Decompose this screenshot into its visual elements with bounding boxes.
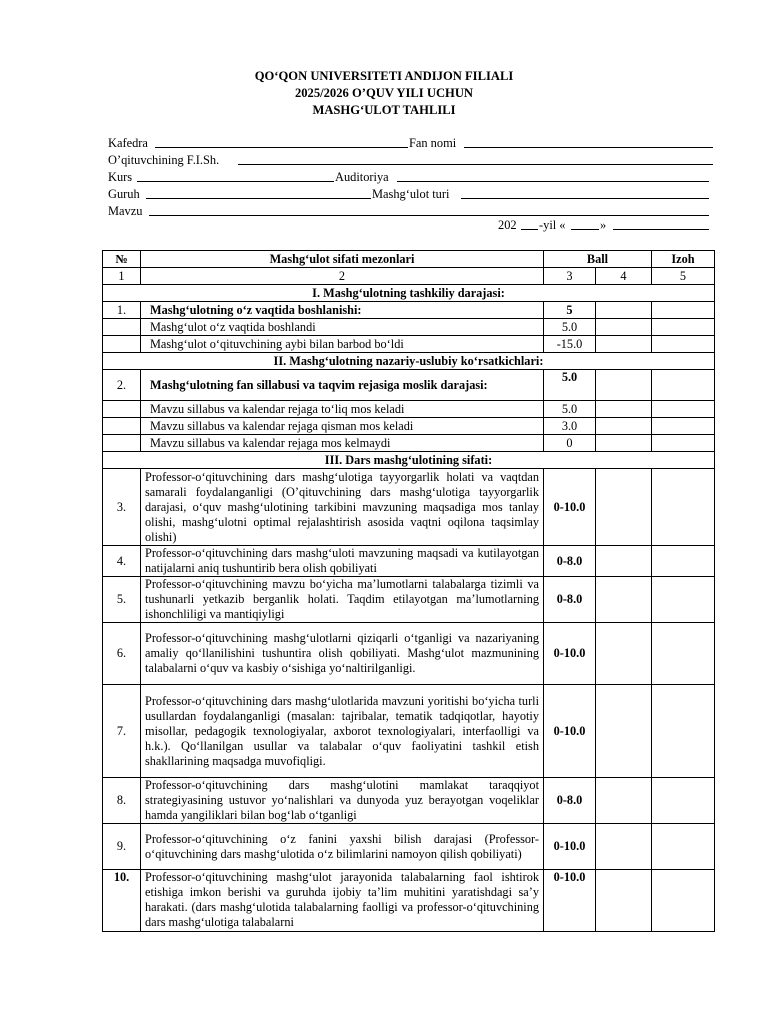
mashgulot-turi-field[interactable]	[461, 198, 709, 199]
criterion-option: Mavzu sillabus va kalendar rejaga qisman mos keladi	[141, 418, 544, 435]
section-title-1: I. Mashg‘ulotning tashkiliy darajasi:	[103, 285, 715, 302]
column-number-row	[103, 268, 715, 285]
col-header-criteria: Mashg‘ulot sifati mezonlari	[141, 251, 544, 268]
ball-score-cell[interactable]	[596, 824, 652, 870]
header-university: QO‘QON UNIVERSITETI ANDIJON FILIALI	[254, 69, 514, 83]
row-number-empty	[103, 336, 141, 353]
ball-score-cell[interactable]	[596, 302, 652, 319]
column-number: 2	[141, 268, 544, 285]
table-row	[103, 778, 715, 824]
ball-value: -15.0	[544, 336, 596, 353]
section-row	[103, 285, 715, 302]
ball-score-cell[interactable]	[596, 435, 652, 452]
row-number: 8.	[103, 778, 141, 824]
ball-score-cell[interactable]	[596, 685, 652, 778]
mavzu-field[interactable]	[149, 215, 709, 216]
ball-value: 5.0	[544, 370, 596, 401]
table-row	[103, 870, 715, 932]
auditoriya-field[interactable]	[397, 181, 709, 182]
col-header-izoh: Izoh	[652, 251, 715, 268]
ball-value: 5.0	[544, 401, 596, 418]
ball-score-cell[interactable]	[596, 418, 652, 435]
row-number-empty	[103, 435, 141, 452]
auditoriya-label: Auditoriya	[335, 170, 389, 184]
form-line-guruh	[108, 186, 713, 202]
form-line-kurs	[108, 169, 713, 185]
criterion-option: Mavzu sillabus va kalendar rejaga to‘liq mos keladi	[141, 401, 544, 418]
izoh-cell[interactable]	[652, 870, 715, 932]
criterion-text: Professor-o‘qituvchining dars mashg‘ulotlarida mavzuni yoritishi bo‘yicha turli usullardan foydalanganligi (masalan: tajribalar, tematik tadqiqotlar, hayotiy misollar, pedagogik texnologiyalar, axborot texnologiyalari, interfaolligi va h.k.). Qo‘llanilgan usullar va talabalar o‘quv faoliyatini tashkil etish shakllarining maqsadga muvofiqligi.	[141, 685, 544, 778]
row-number: 7.	[103, 685, 141, 778]
row-number: 10.	[103, 870, 141, 932]
criterion-option: Mashg‘ulot o‘qituvchining aybi bilan barbod bo‘ldi	[141, 336, 544, 353]
row-number: 2.	[103, 370, 141, 401]
guruh-field[interactable]	[146, 198, 371, 199]
izoh-cell[interactable]	[652, 418, 715, 435]
ball-value: 5	[544, 302, 596, 319]
ball-value: 0-10.0	[544, 685, 596, 778]
kurs-label: Kurs	[108, 170, 133, 184]
teacher-name-field[interactable]	[238, 164, 713, 165]
ball-value: 0-10.0	[544, 870, 596, 932]
ball-value: 0-8.0	[544, 577, 596, 623]
table-row	[103, 685, 715, 778]
ball-score-cell[interactable]	[596, 546, 652, 577]
row-number: 3.	[103, 469, 141, 546]
criterion-text: Professor-o‘qituvchining o‘z fanini yaxshi bilish darajasi (Professor-o‘qituvchining dars mashg‘ulotida o‘z bilimlarini namoyon qilish qobiliyati)	[141, 824, 544, 870]
row-number: 4.	[103, 546, 141, 577]
izoh-cell[interactable]	[652, 336, 715, 353]
column-number: 4	[596, 268, 652, 285]
izoh-cell[interactable]	[652, 469, 715, 546]
table-row	[103, 546, 715, 577]
date-year-prefix: 202	[498, 218, 517, 232]
izoh-cell[interactable]	[652, 370, 715, 401]
table-row	[103, 469, 715, 546]
ball-value: 0	[544, 435, 596, 452]
row-number: 5.	[103, 577, 141, 623]
table-row	[103, 401, 715, 418]
form-line-kafedra	[108, 135, 713, 151]
row-number-empty	[103, 418, 141, 435]
teacher-name-label: O’qituvchining F.I.Sh.	[108, 153, 220, 167]
izoh-cell[interactable]	[652, 778, 715, 824]
ball-value: 0-8.0	[544, 778, 596, 824]
izoh-cell[interactable]	[652, 824, 715, 870]
ball-value: 0-8.0	[544, 546, 596, 577]
ball-value: 0-10.0	[544, 469, 596, 546]
table-row	[103, 370, 715, 401]
section-row	[103, 452, 715, 469]
izoh-cell[interactable]	[652, 401, 715, 418]
table-row	[103, 577, 715, 623]
ball-value: 0-10.0	[544, 623, 596, 685]
column-number: 1	[103, 268, 141, 285]
ball-score-cell[interactable]	[596, 401, 652, 418]
criterion-text: Professor-o‘qituvchining dars mashg‘ulotiga tayyorgarlik holati va vaqtdan samarali foydalanganligi (O’qituvchining dars mashg‘ulotiga tayyorgarlik darajasi, o‘quv mashg‘ulotining tarkibini mavzuning maqsadiga mos tanlay olishi, mashg‘ulotni optimal rejalashtirish asosida vaqtni oqilona taqsimlay olishi)	[141, 469, 544, 546]
kafedra-field[interactable]	[155, 147, 408, 148]
column-number: 5	[652, 268, 715, 285]
ball-score-cell[interactable]	[596, 623, 652, 685]
ball-score-cell[interactable]	[596, 577, 652, 623]
row-number: 6.	[103, 623, 141, 685]
col-header-num: №	[103, 251, 141, 268]
column-number: 3	[544, 268, 596, 285]
ball-value: 0-10.0	[544, 824, 596, 870]
table-row	[103, 623, 715, 685]
ball-score-cell[interactable]	[596, 319, 652, 336]
date-yil-label: -yil «	[539, 218, 566, 232]
date-day-field[interactable]	[571, 229, 599, 230]
ball-value: 3.0	[544, 418, 596, 435]
criterion-text: Professor-o‘qituvchining mashg‘ulotlarni qiziqarli o‘tganligi va nazariyaning amaliy qo‘llanilishini tushuntira olish qobiliyati. Mashg‘ulot mazmunining talabalarni o‘quv va kasbiy o‘sishiga yo‘naltirilganligi.	[141, 623, 544, 685]
table-row	[103, 319, 715, 336]
criterion-option: Mavzu sillabus va kalendar rejaga mos kelmaydi	[141, 435, 544, 452]
criterion-text: Mashg‘ulotning fan sillabusi va taqvim rejasiga moslik darajasi:	[141, 370, 544, 401]
criterion-option: Mashg‘ulot o‘z vaqtida boshlandi	[141, 319, 544, 336]
ball-score-cell[interactable]	[596, 336, 652, 353]
date-line	[496, 217, 713, 233]
guruh-label: Guruh	[108, 187, 140, 201]
row-number-empty	[103, 319, 141, 336]
mashgulot-turi-label: Mashg‘ulot turi	[372, 187, 450, 201]
criterion-text: Professor-o‘qituvchining mashg‘ulot jarayonida talabalarning faol ishtirok etishiga imkon berishi va guruhda ijobiy ta’lim muhitini yaratishdagi sa’y harakati. (dars mashg‘ulotida talabalarning faolligi va professor-o‘qituvchining dars mashg‘ulotiga talabalarni	[141, 870, 544, 932]
section-row	[103, 353, 715, 370]
table-header-row	[103, 251, 715, 268]
criterion-text: Professor-o‘qituvchining mavzu bo‘yicha ma’lumotlarni talabalarga tizimli va tushunarli yetkazib berganlik holati. Taqdim etilayotgan ma’lumotlarning ishonchliligi va mantiqiyligi	[141, 577, 544, 623]
section-title-2: II. Mashg‘ulotning nazariy-uslubiy ko‘rsatkichlari:	[103, 353, 715, 370]
col-header-ball: Ball	[544, 251, 652, 268]
ball-score-cell[interactable]	[596, 870, 652, 932]
table-row	[103, 418, 715, 435]
izoh-cell[interactable]	[652, 546, 715, 577]
ball-score-cell[interactable]	[596, 469, 652, 546]
criterion-text: Professor-o‘qituvchining dars mashg‘ulotini mamlakat taraqqiyot strategiyasining ustuvor yo‘nalishlari va dunyoda yuz berayotgan voqeliklar hamda yangiliklari bilan bog‘lab o‘tganligi	[141, 778, 544, 824]
fan-nomi-field[interactable]	[464, 147, 713, 148]
criterion-text: Professor-o‘qituvchining dars mashg‘uloti mavzuning maqsadi va kutilayotgan natijalarni aniq tushuntirib bera olish qobiliyati	[141, 546, 544, 577]
izoh-cell[interactable]	[652, 319, 715, 336]
date-month-field[interactable]	[613, 229, 709, 230]
section-title-3: III. Dars mashg‘ulotining sifati:	[103, 452, 715, 469]
table-row	[103, 435, 715, 452]
row-number: 1.	[103, 302, 141, 319]
date-year-field[interactable]	[521, 229, 538, 230]
izoh-cell[interactable]	[652, 302, 715, 319]
kurs-field[interactable]	[137, 181, 334, 182]
table-row	[103, 824, 715, 870]
izoh-cell[interactable]	[652, 435, 715, 452]
ball-score-cell[interactable]	[596, 778, 652, 824]
criterion-text: Mashg‘ulotning o‘z vaqtida boshlanishi:	[141, 302, 544, 319]
ball-value: 5.0	[544, 319, 596, 336]
mavzu-label: Mavzu	[108, 204, 143, 218]
header-academic-year: 2025/2026 O’QUV YILI UCHUN	[294, 86, 474, 100]
izoh-cell[interactable]	[652, 623, 715, 685]
ball-score-cell[interactable]	[596, 370, 652, 401]
row-number-empty	[103, 401, 141, 418]
izoh-cell[interactable]	[652, 577, 715, 623]
header-form-title: MASHG‘ULOT TAHLILI	[312, 103, 456, 117]
evaluation-table	[102, 250, 715, 932]
form-line-teacher	[108, 152, 713, 168]
fan-nomi-label: Fan nomi	[409, 136, 457, 150]
table-row	[103, 336, 715, 353]
date-close-quote: »	[600, 218, 607, 232]
izoh-cell[interactable]	[652, 685, 715, 778]
row-number: 9.	[103, 824, 141, 870]
kafedra-label: Kafedra	[108, 136, 148, 150]
table-row	[103, 302, 715, 319]
